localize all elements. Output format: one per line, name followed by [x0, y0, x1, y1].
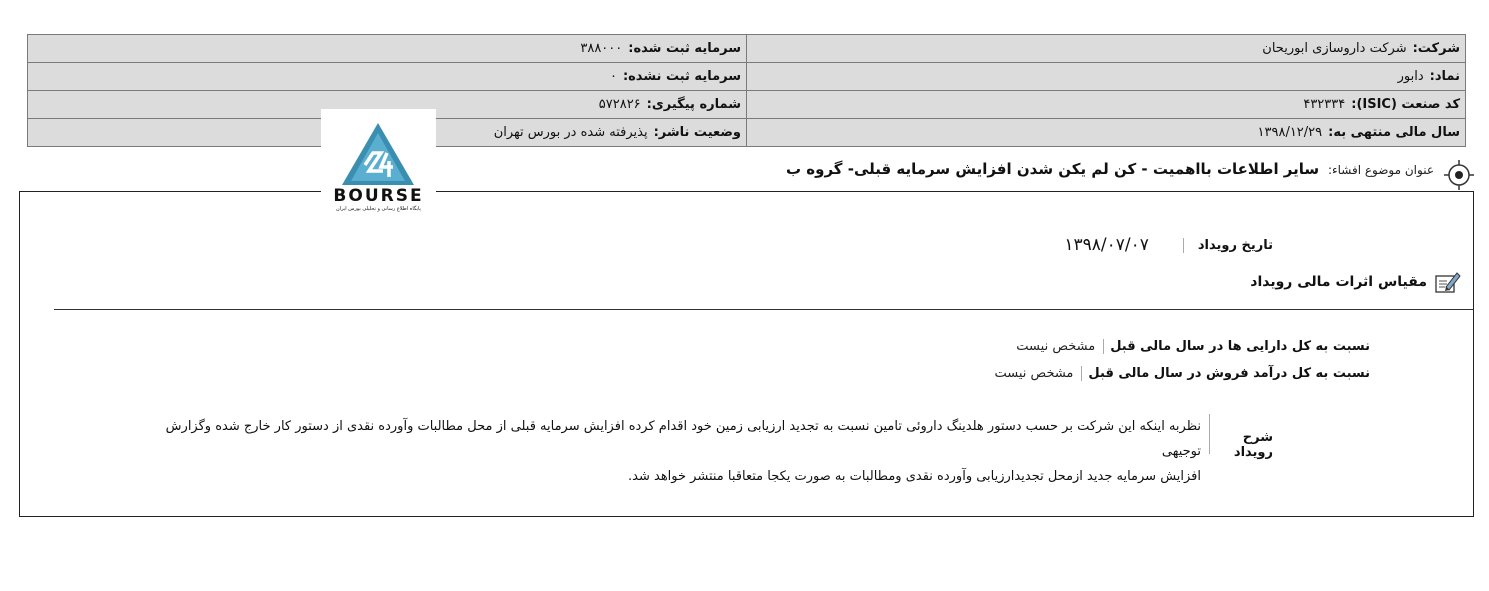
- company-label: شرکت:: [1412, 41, 1460, 56]
- event-date-value: ۱۳۹۸/۰۷/۰۷: [1064, 235, 1149, 255]
- event-description-row: [137, 414, 1273, 489]
- assets-ratio-label: نسبت به کل دارایی ها در سال مالی قبل: [1103, 339, 1370, 354]
- disclosure-subject: [786, 160, 1434, 178]
- event-description-line: نظربه اینکه این شرکت بر حسب دستور هلدینگ داروئی تامین نسبت به تجدید ارزیابی زمین خود اقدام کرده افزایش سرمایه قبلی از محل مطالبات وآورده نقدی از دستور کار خارج شده وگزارش توجیهی: [165, 419, 1201, 459]
- event-date-label: تاریخ رویداد: [1183, 238, 1273, 253]
- event-description-line: افزایش سرمایه جدید ازمحل تجدیدارزیابی وآورده نقدی ومطالبات به صورت یکجا متعاقبا منتشر خواهد شد.: [628, 469, 1201, 484]
- event-description-text: [137, 414, 1201, 489]
- isic-label: کد صنعت (ISIC):: [1351, 97, 1460, 112]
- company-info-table: [27, 34, 1466, 147]
- event-details-panel: [19, 191, 1474, 517]
- target-icon: [1444, 160, 1474, 190]
- registered-capital-value: ۳۸۸۰۰۰: [580, 41, 623, 56]
- unregistered-capital-cell: [28, 63, 747, 91]
- financial-effects-header: [1250, 270, 1461, 294]
- event-description-label: شرح رویداد: [1209, 414, 1273, 454]
- isic-cell: [747, 91, 1466, 119]
- fiscal-year-label: سال مالی منتهی به:: [1328, 125, 1460, 140]
- edit-document-icon: [1433, 270, 1461, 294]
- revenue-ratio-label: نسبت به کل درآمد فروش در سال مالی قبل: [1081, 366, 1370, 381]
- bourse24-triangle-icon: [321, 109, 436, 189]
- tracking-number-value: ۵۷۲۸۲۶: [598, 97, 641, 112]
- fiscal-year-cell: [747, 119, 1466, 147]
- section-divider: [54, 309, 1473, 310]
- isic-value: ۴۳۲۳۳۴: [1303, 97, 1346, 112]
- symbol-cell: [747, 63, 1466, 91]
- symbol-value: دابور: [1397, 69, 1424, 84]
- logo-wordmark: BOURSE: [333, 186, 424, 206]
- revenue-ratio-value: مشخص نیست: [994, 366, 1074, 381]
- registered-capital-cell: [28, 35, 747, 63]
- logo-subtitle: پایگاه اطلاع رسانی و تحلیلی بورس ایران: [336, 206, 421, 212]
- financial-effects-title: مقیاس اثرات مالی رویداد: [1250, 274, 1427, 290]
- info-row: [28, 91, 1466, 119]
- symbol-label: نماد:: [1429, 69, 1460, 84]
- company-value: شرکت داروسازی ابوریحان: [1262, 41, 1407, 56]
- info-row: [28, 35, 1466, 63]
- subject-title: سایر اطلاعات بااهمیت - کن لم یکن شدن افزایش سرمایه قبلی- گروه ب: [785, 160, 1320, 178]
- info-row: [28, 63, 1466, 91]
- subject-label: عنوان موضوع افشاء:: [1327, 163, 1434, 177]
- unregistered-capital-label: سرمایه ثبت نشده:: [622, 69, 741, 84]
- company-cell: [747, 35, 1466, 63]
- tracking-number-label: شماره پیگیری:: [646, 97, 741, 112]
- publisher-status-value: پذیرفته شده در بورس تهران: [493, 125, 648, 140]
- assets-ratio-value: مشخص نیست: [1016, 339, 1096, 354]
- info-row: [28, 119, 1466, 147]
- bourse24-logo: [321, 109, 436, 215]
- revenue-ratio-row: [994, 366, 1370, 381]
- unregistered-capital-value: ۰: [609, 69, 617, 84]
- fiscal-year-value: ۱۳۹۸/۱۲/۲۹: [1257, 125, 1323, 140]
- publisher-status-label: وضعیت ناشر:: [653, 125, 741, 140]
- assets-ratio-row: [1016, 339, 1370, 354]
- event-date-row: [1064, 235, 1273, 255]
- registered-capital-label: سرمایه ثبت شده:: [628, 41, 741, 56]
